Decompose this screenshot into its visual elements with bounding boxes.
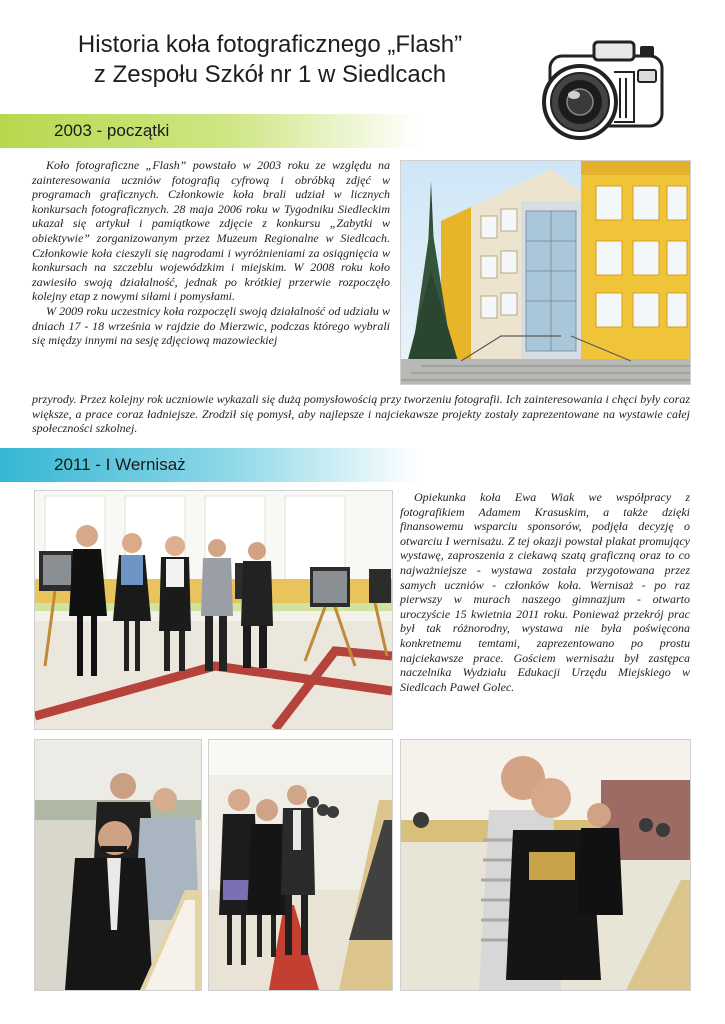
- title-line-2: z Zespołu Szkół nr 1 w Siedlcach: [93, 61, 447, 88]
- visitors-photo-2: [208, 739, 393, 991]
- exhibition-students-photo: [34, 490, 393, 730]
- section2-paragraph: Opiekunka koła Ewa Wiak we współpracy z fotografikiem Adamem Krasuskim, a także dzięki finansowemu wsparciu sponsorów, podjęła decyzję o otwarciu I wernisażu. Z tej okazji powstał plakat promujący wystawę, zaproszenia z ciekawą szatą graficzną oraz to co najważniejsze - wystawa została przygotowana przez samych uczniów - członków koła. Wernisaż - po raz pierwszy w murach naszego gimnazjum - otwarto uroczyście 15 kwietnia 2011 roku. Ponieważ przekrój prac był tak różnorodny, wystawa nie była poświęcona konkretnemu temtami, zaprezentowano po prostu najciekawsze prace. Gościem wernisażu był zastępca naczelnika Wydziału Edukacji Urzędu Miejskiego w Siedlcach Paweł Golec.: [400, 490, 690, 694]
- visitors-photo-3: [400, 739, 691, 991]
- title-line-1: Historia koła fotograficznego „Flash”: [77, 31, 463, 58]
- camera-icon: [534, 32, 670, 142]
- page-title: [40, 30, 500, 90]
- section1-text: [32, 158, 390, 348]
- section1-paragraph-1: Koło fotograficzne „Flash” powstało w 2003 roku ze względu na zainteresowania uczniów fotografią cyfrową i obróbką zdjęć w programach graficznych. Członkowie koła brali udział w licznych konkursach fotograficznych. 28 maja 2006 roku w Tygodniku Siedleckim ukazał się artykuł i pamiątkowe zdjęcie z konkursu „Zabytki w obiektywie” zorganizowanym przez Muzeum Regionalne w Siedlcach. Członkowie koła cieszyli się nagrodami i wyróżnieniami za osiągnięcia w konkursach na szczeblu wojewódzkim i miejskim. W 2008 roku koło zawiesiło swoją działalność, jednak po krótkiej przerwie rozpoczęło kolejny etap z nowymi siłami i pomysłami.: [32, 158, 390, 304]
- visitors-photo-1: [34, 739, 202, 991]
- section1-text-continued: [32, 392, 690, 436]
- section1-paragraph-2: W 2009 roku uczestnicy koła rozpoczęli swoją działalność od udziału w dniach 17 - 18 września w rajdzie do Mierzwic, podczas którego wybrali się między innymi na sesję zdjęciową mazowieckiej: [32, 303, 390, 348]
- school-building-photo: [400, 160, 691, 385]
- section-heading-band-2003: [0, 114, 420, 148]
- section-heading-2011: 2011 - I Wernisaż: [54, 455, 186, 474]
- section2-text: [400, 490, 690, 694]
- section-heading-2003: 2003 - początki: [54, 121, 170, 140]
- section-heading-band-2011: [0, 448, 420, 482]
- section1-paragraph-2-continued: przyrody. Przez kolejny rok uczniowie wykazali się dużą pomysłowością przy tworzeniu fotografii. Ich zainteresowania i chęci były coraz większe, a prace coraz ładniejsze. Zrodził się pomysł, aby najlepsze i najciekawsze projekty zostały zaprezentowane na wystawie całej społeczności szkolnej.: [32, 392, 690, 436]
